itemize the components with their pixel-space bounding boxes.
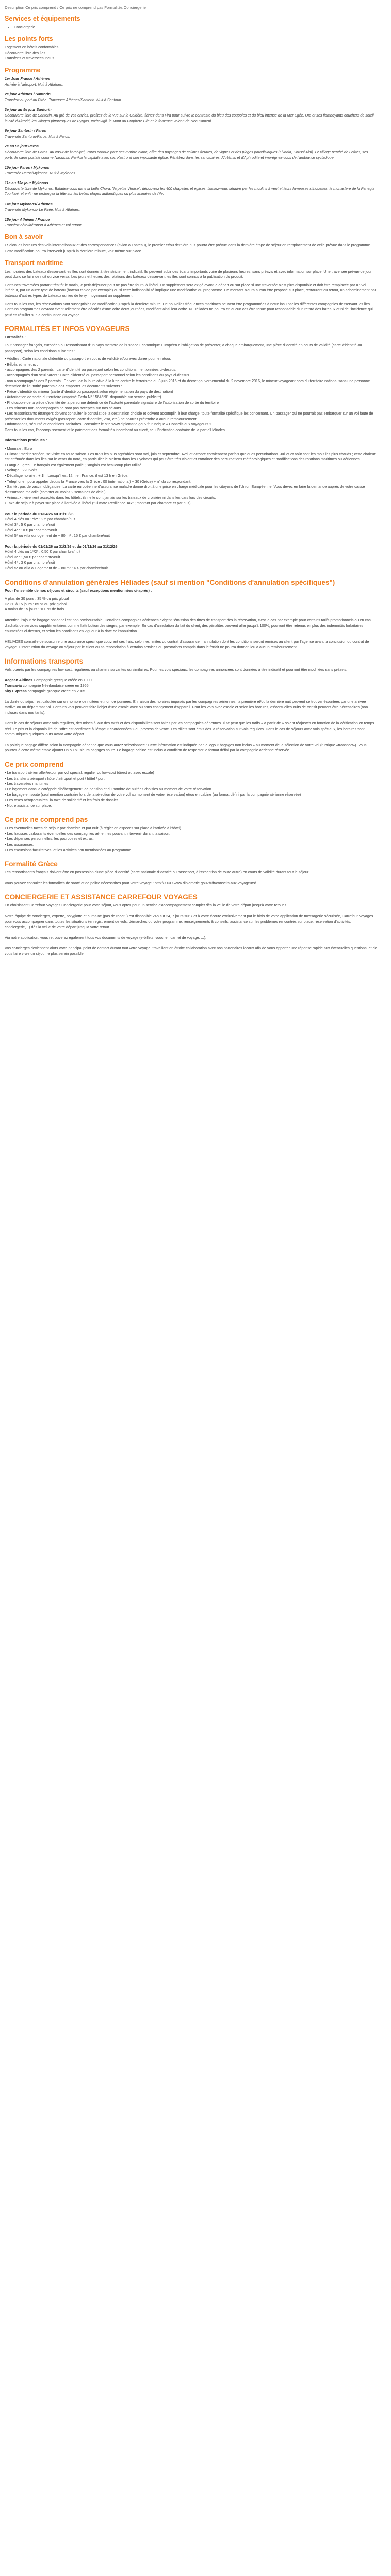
tax-line: Hôtel 3* : 1,50 € par chambre/nuit [5, 554, 60, 559]
list-item: • Informations, sécurité et conditions sanitaires : consultez le site www.diplomatie.gouv.fr, rubrique « Conseils aux voyageurs » [5, 422, 212, 427]
highlights-heading: Les points forts [5, 35, 53, 43]
list-item: • Les transferts aéroport / hôtel / aéroport et port / hôtel / port [5, 775, 105, 781]
day-desc: Traversée Santorin/Paros. Nuit à Paros. [5, 134, 70, 139]
day-title: 11e au 13e jour Mykonos [5, 180, 48, 186]
list-item: - Les mineurs non-accompagnés ne sont pas acceptés sur nos séjours. [5, 405, 122, 410]
list-item: De 30 à 15 jours : 85 % du prix global [5, 601, 67, 606]
concierge-paragraph: Notre équipe de concierges, experte, polyglotte et humaine (pas de robot !) est disponible 24h sur 24, 7 jours sur 7 et à votre écoute exclusivement par le biais de votre application de messagerie sécurisée, Carrefour Voyages pour vous accompagner dans toutes les situations (enregistrement de vols, démarches ou votre programme, renseignements & conseils, assistance sur les problèmes rencontrés sur place, réservation d'activités, conciergerie,...) dès la veille de votre départ jusqu'à votre retour. [5, 913, 373, 930]
airline-desc: compagnie grecque créée en 2005 [27, 688, 85, 693]
airline-name: Sky Express [5, 688, 27, 693]
programme-day [5, 217, 377, 228]
list-item: • Notre assistance sur place. [5, 803, 52, 808]
list-item: • Voltage : 220 volts. [5, 468, 39, 473]
maritime-paragraph: Dans tous les cas, les réservations sont susceptibles de modification jusqu'à la dernière minute. De nouvelles fréquences maritimes peuvent être programmées à notre insu par les différentes compagnies desservant les îles. Certains programmes devront éventuellement être décalés d'une voire deux journées, modifiant ainsi leur ordre. Ni Héliades ne pourra en aucun cas être tenue pour responsable d'un retard des bateaux et ni de l'incidence qui peut en résulter sur la continuation du voyage. [5, 301, 373, 317]
tax-block [5, 544, 377, 571]
cancellation-paragraph: HELIADES conseille de souscrire une assurance spécifique couvrant ces frais, selon les limites du contrat d'assurance – annulation dont les conditions seront remises au client par l'agence avant la conclusion du contrat de voyage. L'interruption du voyage ou séjour par le client ou sa renonciation à certains services ou prestations compris dans le forfait ne pourra donner lieu à aucun remboursement. [5, 639, 369, 650]
list-item: Découverte libre des îles. [5, 50, 47, 55]
tax-line: Hôtel 4 clés ou 1*/2* : 2 € par chambre/nuit [5, 517, 76, 522]
list-item: • Santé : pas de vaccin obligatoire. La carte européenne d'assurance maladie donne droit à une prise en charge médicale pour les citoyens de l'Union Européenne. Vous devez en faire la demande auprès de votre caisse d'assurance maladie (compter au moins 2 semaines de délai). [5, 484, 365, 494]
price-includes-list [5, 770, 377, 808]
list-item: • Autorisation de sortie du territoire (imprimé Cerfa N° 15646*01 disponible sur service-public.fr) [5, 394, 161, 400]
airline-item [5, 689, 377, 695]
list-item: • Les hausses carburants éventuelles des compagnies aériennes pouvant intervenir durant la saison. [5, 831, 170, 836]
formalities-heading: FORMALITÉS ET INFOS VOYAGEURS [5, 325, 130, 333]
greece-paragraph: Les ressortissants français doivent être en possession d'une pièce d'identité (carte nationale d'identité ou passeport, à l'exception de toute autre) en cours de validité durant tout le séjour. [5, 870, 309, 875]
price-includes-heading: Ce prix comprend [5, 761, 64, 768]
programme-day [5, 92, 377, 103]
day-desc: Transfert hôtel/aéroport à Athènes et vol retour. [5, 222, 83, 227]
price-excludes-list [5, 825, 377, 853]
day-title: 6e jour Santorin / Paros [5, 128, 46, 134]
tax-line: Hôtel 4* : 10 € par chambre/nuit [5, 527, 57, 533]
list-item: • Langue : grec. Le français est également parlé ; l'anglais est beaucoup plus utilisé. [5, 462, 143, 467]
page [0, 0, 382, 967]
programme-day [5, 144, 377, 160]
concierge-paragraph: Via notre application, vous retrouverez également tous vos documents de voyage (e-billets, voucher, carnet de voyage, ...). [5, 935, 207, 940]
day-title: 15e jour Athènes / France [5, 217, 50, 222]
programme-day [5, 76, 377, 87]
programme-day [5, 202, 377, 212]
list-item: • Le logement dans la catégorie d'hébergement, de pension et du nombre de nuitées choisies au moment de votre réservation. [5, 786, 213, 791]
practical-info-list [5, 446, 377, 506]
services-heading: Services et équipements [5, 14, 80, 22]
list-item: • Téléphone : pour appeler depuis la France vers la Grèce : 00 (international) + 30 (Grèce) + n° du correspondant. [5, 478, 192, 484]
list-item: • Décalage horaire : + 1h. Lorsqu'il est 12 h en France, il est 13 h en Grèce. [5, 473, 129, 478]
transport-paragraph: Dans le cas de séjours avec vols réguliers, des mises à jour des tarifs et des disponibilités sont faites par les compagnies aériennes. Il se peut que les tarifs « à partir de » soient réajustés en fonction de la vérification en temps réel. Le prix et la disponibilité de l'offre est confirmée à l'étape « coordonnées » du process de vente. Les billets sont émis dès la réservation sur vols réguliers. Dans le cas de séjours avec vols spéciaux, les horaires sont communiqués quelques jours avant votre départ. [5, 721, 374, 737]
airline-desc: compagnie Néerlandaise créée en 1965 [23, 683, 89, 688]
airline-name: Aegean Airlines [5, 678, 33, 683]
day-desc: Traversée Mykonos/ Le Pirée. Nuit à Athènes. [5, 207, 80, 212]
tax-line: Hôtel 4 clés ou 1*/2* : 0,50 € par chambre/nuit [5, 549, 81, 554]
day-desc: Découverte libre de Paros. Au cœur de l'archipel, Paros connue pour ses marbre blanc, offre des paysages de collines fleuries, de vignes et des plages paradisiaques (Livadia, Chrissi Akti). Le village perché de Lefkès, ses ports de carte postale comme Naoussa, Parikia la capitale avec son Kastro et son imposante église. Pénétrez dans les sanctuaires d'Artémis et d'Aphrodite et imprégnez-vous de l'ambiance cycladique. [5, 149, 368, 160]
programme-day [5, 165, 377, 176]
airline-desc: Compagnie grecque créée en 1999 [34, 678, 92, 683]
formalities-subheading: Formalités : [5, 335, 26, 340]
tax-line: Hôtel 3* : 5 € par chambre/nuit [5, 522, 55, 527]
concierge-paragraph: Vos concierges deviennent alors votre principal point de contact durant tout votre voyage, travaillant en étroite collaboration avec nos partenaires locaux afin de vous apporter une réponse rapide aux éventuelles questions, et de vous faire vivre un séjour le plus serein possible. [5, 946, 377, 956]
tax-period-title: Pour la période du 01/01/26 au 31/3/26 et du 01/11/26 au 31/12/26 [5, 543, 118, 549]
programme-heading: Programme [5, 66, 41, 74]
list-item: • Animaux : vivement acceptés dans les hôtels, ils ne le sont jamais sur les bateaux de croisière ni dans les cars lors des circuits. [5, 495, 216, 500]
tax-line: Hôtel 4* : 3 € par chambre/nuit [5, 560, 55, 565]
maritime-heading: Transport maritime [5, 259, 63, 267]
transport-paragraph: Vols opérés par les compagnies low cost, régulières ou charters suivantes ou similaires. Pour les vols spéciaux, les compagnies annoncées sont données à titre indicatif et pourront être modifiées sans préavis. [5, 667, 347, 672]
highlights-list [5, 45, 377, 61]
day-desc: Découverte libre de Mykonos. Baladez-vous dans la belle Chora, "la petite Venise", découvrez les 400 chapelles et églises, laissez-vous séduire par les moulins à vent et leurs fameuses silhouettes, le monastère de la Panagia Tourliani, et enfin ne prolongez la fête sur les belles plages authentiques ou plus animées de l'île. [5, 186, 375, 196]
good-to-know-heading: Bon à savoir [5, 233, 44, 241]
list-item: Transferts et traversées inclus [5, 56, 54, 61]
list-item: A moins de 15 jours : 100 % de frais [5, 607, 64, 612]
airline-name: Transavia [5, 683, 22, 688]
greece-formalities-heading: Formalité Grèce [5, 860, 58, 868]
list-item: • Le bagage en soute (seul mention contraire lors de la sélection de votre vol au moment de votre réservation) et/ou en cabine (au format défini par la compagnie aérienne réservée) [5, 792, 301, 797]
list-item: • Les dépenses personnelles, les pourboires et extras. [5, 836, 94, 841]
maritime-paragraph: Certaines traversées partant très tôt le matin, le petit-déjeuner peut ne pas être fourni à l'hôtel. Un supplément sera exigé avant le départ ou sur place si une traversée n'est plus disponible et doit être remplacée par un vol intérieur, par un autre type de bateau (bateau rapide par exemple) ou si cette indisponibilité implique une modification du programme. Ce montant n'aura aucun être proposé sur place, restaurant ou retour, un acheminement par bateaux d'autres types de bateaux ou lieu de ferry, moyennant un supplément. [5, 282, 377, 298]
transport-paragraph: La politique bagage diffère selon la compagnie aérienne que vous aurez sélectionnée : Cette information est indiquée par le logo « bagages non inclus » au moment de la sélection de votre vol (rubrique «transport»). Vous pourrez à cette même étape ajouter un ou plusieurs bagages soute. Le bagage cabine est inclus à condition de respecter le format défini par la compagnie aérienne réservée. [5, 742, 367, 753]
formalities-intro: Tout passager français, européen ou ressortissant d'un pays membre de l'Espace Economique Européen a l'obligation de présenter, à chaque embarquement, une pièce d'identité en cours de validité (carte d'identité ou passeport), selon les conditions suivantes : [5, 342, 362, 353]
services-list [5, 25, 377, 30]
airline-list [5, 678, 377, 694]
day-title: 3e jour au 5e jour Santorin [5, 107, 52, 112]
day-desc: Transfert au port du Pirée. Traversée Athènes/Santorin. Nuit à Santorin. [5, 97, 122, 102]
programme-day [5, 180, 377, 197]
day-title: 2e jour Athènes / Santorin [5, 92, 51, 97]
page-tabs-line: Description Ce prix comprend / Ce prix ne comprend pas Formalités Conciergerie [5, 5, 146, 10]
concierge-paragraph: En choisissant Carrefour Voyages Conciergerie pour votre séjour, vous optez pour un service d'accompagnement complet dès la veille de votre départ jusqu'à votre retour ! [5, 903, 286, 908]
list-item: • Taxe de séjour à payer sur place à l'arrivée à l'hôtel ("Climate Resilience Tax" ; montant par chambre et par nuit) : [5, 501, 193, 505]
list-item: • Adultes : Carte nationale d'identité ou passeport en cours de validité et/ou avec durée pour le retour. [5, 356, 171, 361]
airline-item [5, 678, 377, 683]
list-item: • Les éventuelles taxes de séjour par chambre et par nuit (à régler en espèces sur place à l'arrivée à l'hôtel). [5, 825, 183, 831]
day-title: 14e jour Mykonos/ Athènes [5, 202, 53, 207]
list-item: • Bébés et mineurs : [5, 361, 38, 367]
list-item: - non accompagnés des 2 parents : En vertu de la loi relative à la lutte contre le terrorisme du 3 juin 2016 et du décret gouvernemental du 2 novembre 2016, le mineur voyageant hors du territoire national sans une personne détentrice de l'autorité parentale doit emporter les documents suivants : [5, 378, 370, 389]
list-item: • Monnaie : Euro [5, 446, 32, 451]
transport-paragraph: La durée du séjour est calculée sur un nombre de nuitées et non de journées. En raison des horaires imposés par les compagnies aériennes, la première et/ou la dernière nuit peuvent se trouver écourtées par une arrivée tardive ou un départ matinal. Certains vols peuvent faire l'objet d'une escale avec ou sans changement d'appareil. Pour les vols avec escale et selon les horaires, d'éventuelles nuits de transit peuvent être nécessaires (non incluses dans nos tarifs). [5, 699, 368, 715]
transport-info-heading: Informations transports [5, 657, 84, 665]
list-item: A plus de 30 jours : 35 % du prix global [5, 596, 69, 601]
list-item: - accompagnés d'un seul parent : Carte d'identité ou passeport personnel selon les conditions du pays ci-dessus. [5, 372, 190, 377]
maritime-paragraph: Les horaires des bateaux desservant les îles sont donnés à titre strictement indicatif. Ils peuvent subir des écarts importants voire de plusieurs heures, sans préavis et avec information sur place. Une traversée prévue de jour peut donc se faire de nuit ou vice versa. Les jours et heures des rotations des bateaux desservant les îles sont connus à la publication du produit. [5, 269, 372, 279]
list-item: • Les traversées maritimes [5, 781, 48, 786]
list-item: • Climat : méditerranéen, se visite en toute saison. Les mois les plus agréables sont mai, juin et septembre. Avril et octobre conviennent parfois quelques perturbations. Juillet et août sont les mois les plus chauds ; cette chaleur est atténuée dans les îles par le vents du nord, en particulier le Meltem dans les Cyclades qui peut être très violent et entraîner des perturbations météorologiques et modifications des rotations maritimes ou aériennes. [5, 451, 376, 462]
greece-paragraph: Vous pouvez consulter les formalités de santé et de police nécessaires pour votre voyage : http://XXXXwww.diplomatie.gouv.fr/fr/conseils-aux-voyageurs/ [5, 880, 256, 885]
list-item: • Les ressortissants étrangers doivent consulter le consulat de la destination choisie et doivent accomplir, à leur charge, toute formalité spécifique les concernant. Un passager qui ne pourrait pas embarquer sur un vol faute de présenter les documents exigés (passeport, carte d'identité, visa, etc.) ne pourrait prétendre à aucun remboursement. [5, 411, 373, 421]
programme-days [5, 76, 377, 228]
good-to-know-text: • Selon les horaires des vols internationaux et des correspondances (avion ou bateau), le premier et/ou dernière nuit pourra être prévue dans la dernière étape de séjour en remplacement de celle prévue dans le programme. Cette modification pourra intervenir jusqu'à la dernière minute, voir même sur place. [5, 243, 371, 254]
list-item: Logement en hôtels confortables. [5, 45, 60, 50]
price-excludes-heading: Ce prix ne comprend pas [5, 816, 88, 824]
formalities-list [5, 356, 377, 433]
day-title: 7e au 9e jour Paros [5, 144, 39, 149]
list-item: • Photocopie de la pièce d'identité de la personne détentrice de l'autorité parentale signataire de l'autorisation de sortie du territoire [5, 400, 219, 405]
cancellation-lines [5, 596, 377, 613]
concierge-heading: CONCIERGERIE ET ASSISTANCE CARREFOUR VOYAGES [5, 893, 198, 901]
list-item: - accompagnés des 2 parents : carte d'identité ou passeport selon les conditions mentionnées ci-dessus. [5, 367, 176, 372]
tax-period-title: Pour la période du 01/04/26 au 31/10/26 [5, 511, 74, 516]
cancellation-sub: Pour l'ensemble de nos séjours et circuits (sauf exceptions mentionnées ci-après) : [5, 588, 152, 593]
practical-info-heading: Informations pratiques : [5, 438, 47, 443]
airline-item [5, 683, 377, 689]
list-item: • Conciergerie [14, 25, 377, 30]
list-item: • Les assurances. [5, 841, 34, 847]
list-item: Dans tous les cas, l'accomplissement et le paiement des formalités incombent au client, seul l'indication contraire de la part d'Héliades. [5, 427, 226, 432]
tax-line: Hôtel 5* ou villa ou logement de + 80 m² : 4 € par chambre/nuit [5, 565, 108, 570]
day-title: 1er Jour France / Athènes [5, 76, 51, 81]
tax-block [5, 511, 377, 539]
list-item: • Pièce d'identité du mineur (carte d'identité ou passeport selon réglementation du pays de destination) [5, 389, 173, 394]
programme-day [5, 107, 377, 124]
cancellation-paragraph: Attention, l'ajout de bagage optionnel est non remboursable. Certaines compagnies aériennes exigent l'émission des titres de transport dès la réservation, c'est le cas par exemple pour certains tarifs promotionnels ou en cas d'achats de services supplémentaires comme l'attribution des sièges, par exemple. En cas d'annulation du fait du client, des pénalités peuvent aller jusqu'à 100%, pourront être retenus en plus des indemnités forfaitaires énumérées ci-dessus, et selon les conditions en vigueur à la date de l'annulation. [5, 617, 371, 634]
day-desc: Arrivée à l'aéroport. Nuit à Athènes. [5, 81, 63, 87]
list-item: • Les taxes aéroportuaires, la taxe de solidarité et les frais de dossier [5, 797, 118, 802]
list-item: • Les excursions facultatives, et les activités non mentionnées au programme. [5, 847, 133, 852]
programme-day [5, 128, 377, 139]
day-desc: Découverte libre de Santorin. Au gré de vos envies, profitez de la vue sur la Caldéra, flânez dans Fira pour suivre le contraste du bleu des coupoles et du bleu intense de la Mer Egée, Oïa et ses flamboyants couchers de soleil, la cité d'Akrotiri, les villages pittoresques de Pyrgos, Imérovigli, le Mont du Prophète Elie et le fameuse volcan de Nea Kameni. [5, 112, 375, 123]
tax-line: Hôtel 5* ou villa ou logement de + 80 m² : 15 € par chambre/nuit [5, 533, 110, 538]
day-desc: Traversée Paros/Mykonos. Nuit à Mykonos. [5, 170, 76, 175]
cancellation-heading: Conditions d'annulation générales Héliades (sauf si mention "Conditions d'annulation spécifiques") [5, 578, 335, 586]
day-title: 10e jour Paros / Mykonos [5, 165, 50, 170]
list-item: • Le transport aérien aller/retour par vol spécial, régulier ou low-cost (direct ou avec escale) [5, 770, 154, 775]
